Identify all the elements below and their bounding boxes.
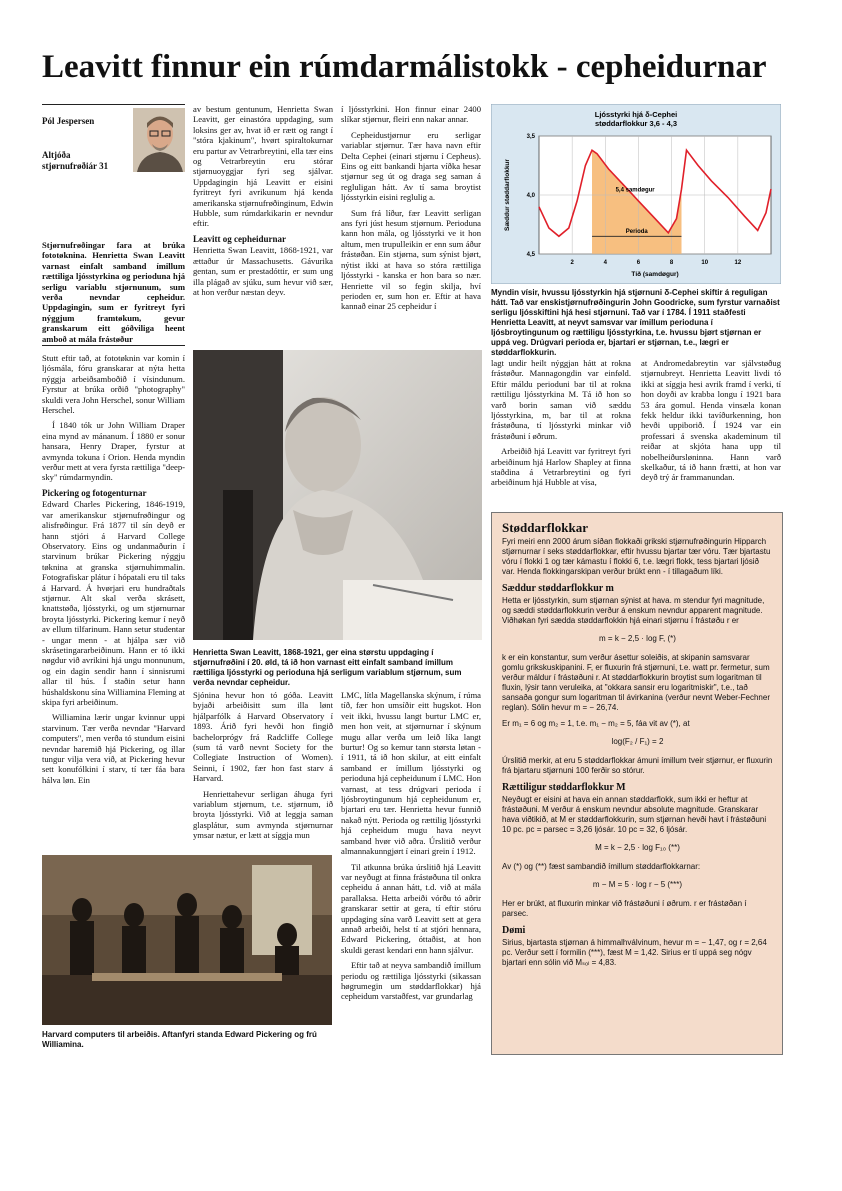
col3-paragraph-1: í ljósstyrkini. Hon finnur einar 2400 slíkar stjørnur, fleiri enn nakar annar. — [341, 104, 481, 125]
col3-lower-paragraph-3: Eftir tað at neyva sambandið ímillum periodu og rættiliga ljósstyrki (sikassan høgrumegin um støddarflokkar) hjá cepheidum varstaðfest, var grundarlag — [341, 960, 481, 1002]
col1-paragraph-4: Williamina lærir ungar kvinnur uppi starvinum. Tær verða nevndar "Harvard computers", men verða tó stundum eisini nevndar haremið hjá Pickering, og íllar tungur vilja vera við, at Pickering hevur sett konufólkini í starv, tí tær fáa bara hálva løn. Ein — [42, 712, 185, 785]
col3-mid-paragraph-2: Arbeiðið hjá Leavitt var fyritreyt fyri arbeiðinum hjá Harlow Shapley at finna staðdina á Vetrarbreytini og fyri arbeiðinum hjá Hubble at vísa, — [491, 446, 631, 488]
box-equation-2: log(F₂ / F₁) = 2 — [611, 737, 664, 746]
chart-caption: Myndin vísir, hvussu ljósstyrkin hjá stjørnuni δ-Cephei skiftir á reguligan hátt. Tað var enskistjørnufrøðingurin John Goodricke, sum fyrstur varnaðist serligu ljósskiftini hjá hesi stjørnuni. Tað var í 1784. Í 1911 staðfesti Henrietta Leavitt, at neyvt samsvar var ímillum perioduna í ljósbroytingunum og rættiligu ljósstyrkina, t.e. hvussu bjørt stjørnan er uppá veg. Drúgvari perioda er, bjartari er stjørnan, t.e., lægri er støddarflokkurin. — [491, 288, 780, 357]
col2-paragraph-2: Henrietta Swan Leavitt, 1868-1921, var ættaður úr Massachusetts. Gávurika gentan, sum er prestadóttir, er sum ung illa plágað av sjúku, sum hevur við sær, at hon verður næstan deyv. — [193, 245, 333, 297]
col1-paragraph-1: Stutt eftir tað, at fototøknin var komin í ljósmála, fóru granskarar at nýta hetta nýggja arbeiðsamboðið í vísindunum. Fyrstur at brúka orðið "photography" skuldi vera John Herschel, sonur William Herschel. — [42, 353, 185, 416]
y-axis-label: Sæddur støddarflokkur — [504, 159, 511, 231]
x-tick-label: 4 — [603, 260, 607, 266]
lead-paragraph: Stjørnufrøðingar fara at brúka fototøknina. Henrietta Swan Leavitt varnast einfalt samband ímillum rættiliga ljósstyrkina og perioduna hjá serligu variablu stjørnunum, sum verða nevndar cepheidur. Uppdagingin, sum er fyritreyt fyri nýggjum framtøkum, gevur granskarum eitt góðviliga heent amboð at mála frástøður — [42, 240, 185, 344]
author-rule — [42, 104, 185, 105]
x-tick-label: 8 — [669, 260, 674, 266]
box-heading-1: Sæddur støddarflokkur m — [502, 583, 614, 594]
box-heading-2: Rættiligur støddarflokkur M — [502, 782, 626, 793]
box-heading-3: Dømi — [502, 925, 526, 936]
annotation-period: Perioda — [625, 228, 648, 235]
box-paragraph-8: Sirius, bjartasta stjørnan á himmalhválvinum, hevur m = − 1,47, og r = 2,64 pc. Verður sett í formilin (***), fæst M = 1,42. Sirius er tí uppá seg nógv bjartari enn sólin við Mₛₒₗ = 4,83. — [502, 938, 767, 967]
box-paragraph-6: Av (*) og (**) fæst sambandið ímillum støddarflokkarnar: — [502, 862, 701, 871]
box-paragraph-4: Úrslitið merkir, at eru 5 støddarflokkar ámuni ímillum tveir stjørnur, er fluxurin frá bjartaru stjørnuni 100 ferðir so stórur. — [502, 756, 773, 775]
x-tick-label: 10 — [701, 260, 709, 266]
col2-lower-paragraph-1: Sjónina hevur hon tó góða. Leavitt byjaði arbeiðisitt sum illa lønt hjálparfólk á Harvard Observatory í 1893. Árið fyri hevði hon fingið bachelorprógv frá Radcliffe College (sum tá varð nevnt Society for the Collegiate Instruction of Women). Seinni, í 1902, fær hon fast starv á Harvard. — [193, 690, 333, 784]
leavitt-photo-caption: Henrietta Swan Leavitt, 1868-1921, ger eina størstu uppdaging í stjørnufrøðini í 20. øld, tá ið hon varnast eitt einfalt samband ímillum rættiliga ljósstyrki og perioduna hjá serligum variablum stjørnum, sum verða nevndar cepheidur. — [193, 648, 462, 687]
col3-top — [341, 104, 481, 317]
harvard-photo-caption: Harvard computers til arbeiðis. Aftanfyri standa Edward Pickering og frú Williamina. — [42, 1030, 317, 1049]
col3-paragraph-2: Cepheidustjørnur eru serligar variablar stjørnur. Tær hava navn eftir Delta Cephei (einari stjørnu í Cepheus). Eins og eitt bankandi hjarta víðka hesar stjørnur seg út og draga seg saman á regluligan hátt. Av tí sama broytist ljósstyrkin eisini reglulig a. — [341, 129, 481, 203]
box-paragraph-3: Er m₁ = 6 og m₂ = 1, t.e. m₁ − m₂ = 5, fáa vit av (*), at — [502, 719, 690, 728]
box-paragraph-1: Hetta er ljósstyrkin, sum stjørnan sýnist at hava. m stendur fyri magnitude, og sæddi støddarflokkurin verður á enskum nevndur apparent magnitude. Viðhøkan fyri sædda støddarflokkin hjá einari stjørnu í frástøðu r er — [502, 596, 765, 625]
author-block — [42, 116, 132, 171]
box-equation-3: M = k − 2,5 · log F₁₀ (**) — [595, 843, 680, 852]
chart-title: Ljósstyrki hjá δ-Cephei — [594, 110, 678, 119]
col3-mid — [491, 358, 631, 493]
cepheid-chart — [491, 104, 781, 284]
col1-paragraph-3: Edward Charles Pickering, 1846-1919, var amerikanskur stjørnufrøðingur og alisfrøðingur. Frá 1877 til sín deyð er hann stjóri á Harvard College Observatory. Eins og undanmaðurin í starvinum brúkar Pickering nýggju tøknina at granska stjørnuhimmalin. Fotografiskar plátur í hópatali eru til taks á Harvard. Á hvørjari eru hundraðtals stjørnur. Alt skal verða skrásett, knattstøða, ljósstyrki, og um stjørnurnar broyta ljósstyrki. Pickering kemur í neyð av ellum tilfarinum. Hann setur studentar - ungar menn - at hjálpa sær við skrásetingararbeiðinum. Hann er tó ikki nøgdur við avrikini hjá ungu monnunum, og ein dagin sendir hann í sinnisrumi allar til hús. Í staðin setur hann húshaldskonu sína Williamina Fleming at skipa fyri arbeiðinum. — [42, 499, 185, 707]
annotation-days: 5,4 samdøgur — [615, 187, 655, 194]
author-title-2: stjørnufrøðiár 31 — [42, 160, 109, 171]
box-paragraph-7: Her er brúkt, at fluxurin minkar við frástøðuni í øðrum. r er frástøðan í parsec. — [502, 899, 747, 918]
col3-lower — [341, 690, 481, 1007]
col2-lower-paragraph-2: Henriettahevur serligan áhuga fyri variablum stjørnum, t.e. stjørnum, ið broyta ljósstyrki. Við at leggja saman glasplátur, sum avmynda stjørnurnar ymsar nætur, er lætt at síggja mun — [193, 788, 333, 841]
box-intro: Fyri meiri enn 2000 árum síðan flokkaði grikski stjørnufrøðingurin Hipparch stjørnurnar í seks støddarflokkar, eftir hvussu bjartar tær vóru. Tær bjartastu vóru í flokki 1 og tær kámastu í flokki 6, t.e. lægri flokk, tess bjartari ljósið var. Henda flokkingarskipan verður brúkt enn - í tillagaðum líki. — [502, 537, 771, 576]
col2-heading: Leavitt og cepheidurnar — [193, 233, 286, 244]
harvard-computers-photo — [42, 855, 332, 1025]
magnitude-box — [491, 512, 783, 1055]
author-photo — [133, 108, 185, 172]
box-paragraph-2: k er ein konstantur, sum verður ásettur soleiðis, at skipanin samsvarar gomlu grikskuskipanini. F, er fluxurin frá stjørnuni, t.e. watt pr. fermetur, sum verður máldur í frástøðuni r. At støddarflokkurin broytist sum logaritman til fluxin, lýsir tann veruleika, at "okkara sansir eru logaritmiskir", t.e., tað sansaða gongur sum logaritman til ávirkanina (verður nevnt Weber-Fechner reglan). Sólin hevur m = − 26,74. — [502, 653, 770, 712]
y-tick-label: 4,5 — [526, 252, 535, 258]
col3-lower-paragraph-2: Til atkunna brúka úrslitið hjá Leavitt var neyðugt at finna frástøðuna til onkra cepheidu á annan hátt, t.d. við at mála parallaksa. Hetta arbeiði vórðu tó aðrir granskarar settir at gera, tí eftir stóru uppdaging sína varð Leavitt sett at gera annað arbeiði, helst tí at stjóri hennara, Edward Pickering, óttaðist, at hon skuldi gerast kendari enn hann sjálvur. — [341, 861, 481, 955]
x-tick-label: 12 — [734, 260, 742, 266]
col1-paragraph-2: Í 1840 tók ur John William Draper eina mynd av mánanum. Í 1880 er sonur hansara, Henry Draper, fyrstur at avmynda tokuna í Orion. Henda myndin verður mett at vera fyrsta rættiliga "deep-sky" rúmdarmyndin. — [42, 420, 185, 483]
chart-title: støddarflokkur 3,6 - 4,3 — [594, 119, 678, 128]
col4-mid — [641, 358, 781, 488]
author-portrait-icon — [133, 108, 185, 172]
x-tick-label: 2 — [570, 260, 574, 266]
cepheid-chart-svg — [491, 104, 781, 284]
col1-divider — [42, 345, 185, 346]
box-equation-1: m = k − 2,5 · log F, (*) — [599, 634, 676, 643]
headline: Leavitt finnur ein rúmdarmálistokk - cepheidurnar — [42, 49, 767, 85]
col4-mid-paragraph: at Andromedabreytin var sjálvstøðug stjørnubreyt. Henrietta Leavitt livdi tó ikki at síggja hesi avrik framd í verki, tí hon doyði av krabba longu í 1921 bara 53 ára gomul. Henda vinsæla konan fekk heldur ikki tavíðurkenning, hon hevði uppiborið. Í 1924 var ein professari á svenska akademinum til reiðar at skjóta hana upp til nobelheiðursløninna. Hann varð skelkaður, tá ið hann frætti, at hon var deyð trý ár frammanundan. — [641, 358, 781, 483]
col1-body — [42, 353, 185, 790]
col3-mid-paragraph-1: lagt undir heilt nýggjan hátt at rokna frástøður. Mannagongdin var einføld. Eftir máldu perioduni bar til at rokna rættiligu ljósstyrkina M. Tá ið hon so varð borin saman við sæddu ljósstyrkina, m, bar til at rokna frástøðuna, tí ljósstyrki minkar við frástøðuni í øðrum. — [491, 358, 631, 441]
box-equation-4: m − M = 5 · log r − 5 (***) — [592, 880, 683, 889]
y-tick-label: 3,5 — [526, 134, 535, 140]
col2-top — [193, 104, 333, 302]
box-title: Støddarflokkar — [502, 520, 588, 535]
leavitt-photo — [193, 350, 482, 640]
col2-paragraph-1: av bestum gentunum, Henrietta Swan Leavitt, ger einastóra uppdaging, sum loksins ger av, hvat ið er rætt og rangt í "stóra kjakinum", hvørt spiraltokurnar eru partur av Vetrarbreytini, ella tær eins og Vetrarbreytin eru stórar stjørnuoyggjar fyri seg sjálvar. Uppdagingin hjá Leavitt er eisini fyritreyt fyri avrikunum hjá kenda amerikanska stjørnufrøðinginum, Edwin Hubble, sum rúmdarkikarin er nevndur eftir. — [193, 104, 333, 229]
col1-heading: Pickering og fotogenturnar — [42, 487, 147, 498]
col3-paragraph-3: Sum frá líður, fær Leavitt serligan ans fyri júst hesum stjørnum. Perioduna kann hon mála, og ljósstyrki ve it hon altum, men trupulleikin er enn sum áður frástøðan. Ein stjørna, sum sýnist bjørt, nýtist ikki at hava so stóra rættiliga ljósstyrki - kanska er hon bara so nær. Henriette vil so fegin skilja, hví perioden er, sum hon er. Eftir at hava kannað einar 25 cepheidur í — [341, 207, 481, 312]
x-axis-label: Tíð (samdøgur) — [631, 271, 679, 278]
harvard-computers-icon — [42, 855, 332, 1025]
box-paragraph-5: Neyðugt er eisini at hava ein annan støddarflokk, sum ikki er heftur at frástøðuni. M verður á enskum nevndur absolute magnitude. Granskarar hava viðtikið, at M er støddarflokkurin, sum stjørnan hevði havt í frástøðuni 10 pc. pc = parsec = 3,26 ljósár. 10 pc = 32, 6 ljósár. — [502, 795, 767, 834]
leavitt-portrait-icon — [193, 350, 482, 640]
author-name: Pól Jespersen — [42, 116, 95, 126]
y-tick-label: 4,0 — [526, 193, 535, 199]
col2-lower — [193, 690, 333, 846]
author-title-1: Altjóða — [42, 150, 71, 161]
x-tick-label: 6 — [636, 260, 641, 266]
col3-lower-paragraph-1: LMC, lítla Magellanska skýnum, í rúma tíð, fær hon umsíðir eitt hugskot. Hon veit ikki, hvussu langt burtur LMC er, men hon veit, at stjørnurnar í skýnum mugu allar verða um leið líka langt burtur! Og so kemur tann størsta løtan - í 1911, tá ið hon skilur, at eitt einfalt samband er ímillum ljósstyrki og perioduna hjá cepheidunum í LMC. Hon varnast, at tess drúgvari perioda í ljósbroytingunum hjá cepheidunum er, bjartari eru tær. Henrietta hevur funnið nakað nýtt. Perioda og rættilig ljósstyrki hjá cepheidum mugu hava neyvt samband hvør við aðra. Úrslitið verður almannakunngjørt í einari grein í 1912. — [341, 690, 481, 857]
